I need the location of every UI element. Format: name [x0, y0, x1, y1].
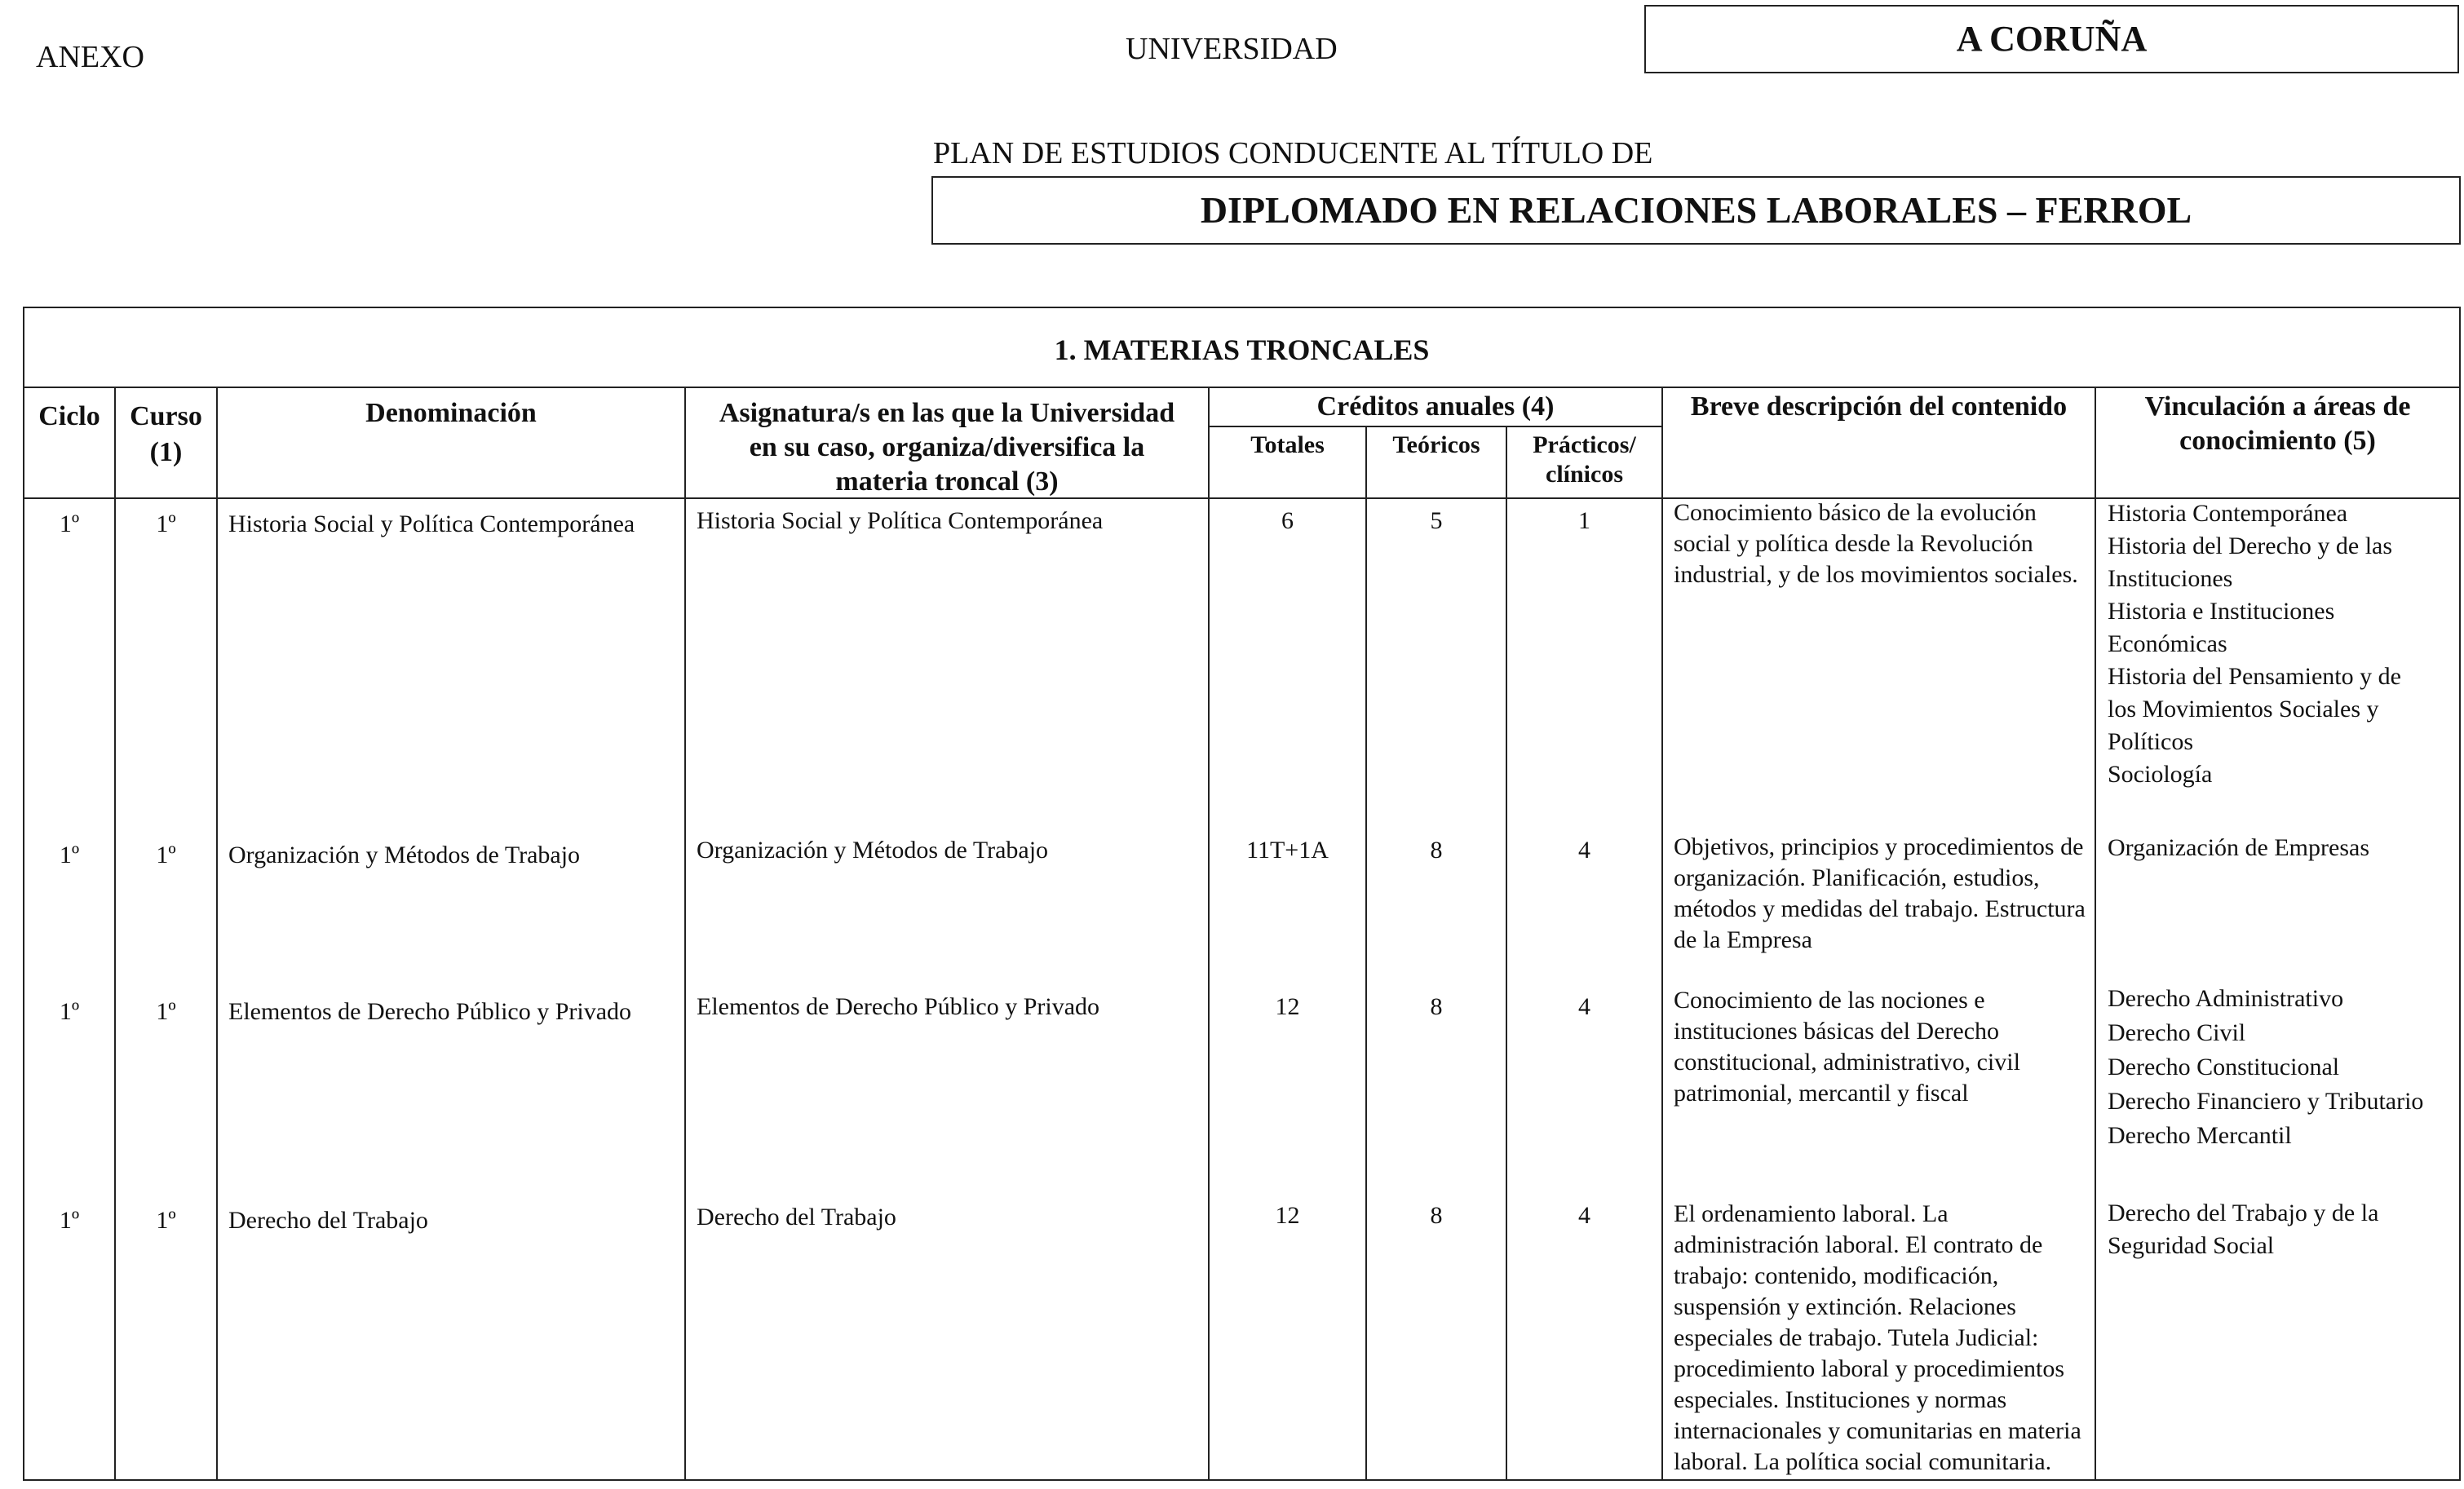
col-divider-4: [1208, 387, 1210, 1479]
header-creditos: Créditos anuales (4): [1316, 391, 1555, 422]
header-totales: Totales: [1250, 431, 1325, 458]
row-ciclo: 1º: [59, 842, 80, 868]
plan-label: PLAN DE ESTUDIOS CONDUCENTE AL TÍTULO DE: [933, 136, 1653, 170]
description-line: Objetivos, principios y procedimientos de: [1674, 833, 2084, 860]
description-line: de la Empresa: [1674, 926, 1812, 953]
row-ciclo: 1º: [59, 1207, 80, 1234]
row-descripcion: [1674, 985, 2020, 1109]
area-line: Sociología: [2108, 761, 2213, 788]
row-asignatura: Derecho del Trabajo: [697, 1204, 896, 1231]
header-breve-descripcion: Breve descripción del contenido: [1690, 391, 2068, 422]
description-line: Conocimiento de las nociones e: [1674, 987, 1985, 1014]
row-practicos: 4: [1578, 993, 1590, 1020]
description-line: social y política desde la Revolución: [1674, 530, 2033, 557]
area-line: Historia e Instituciones: [2108, 598, 2335, 625]
area-line: Derecho Mercantil: [2108, 1122, 2292, 1149]
header-asignatura-line3: materia troncal (3): [835, 466, 1059, 497]
description-line: Conocimiento básico de la evolución: [1674, 499, 2037, 526]
description-line: trabajo: contenido, modificación,: [1674, 1262, 1999, 1289]
area-line: Derecho Civil: [2108, 1019, 2246, 1046]
row-denominacion: Derecho del Trabajo: [228, 1207, 428, 1234]
universidad-name-box: [1644, 5, 2459, 73]
header-practicos-line2: clínicos: [1546, 461, 1623, 488]
row-teoricos: 8: [1430, 993, 1443, 1020]
row-totales: 11T+1A: [1246, 837, 1329, 864]
area-line: Derecho Constitucional: [2108, 1054, 2340, 1080]
area-line: Historia del Pensamiento y de: [2108, 663, 2401, 690]
description-line: laboral. La política social comunitaria.: [1674, 1448, 2052, 1475]
col-divider-8: [2095, 387, 2096, 1479]
area-line: Instituciones: [2108, 565, 2233, 592]
row-practicos: 4: [1578, 1202, 1590, 1229]
area-line: Derecho Financiero y Tributario: [2108, 1088, 2424, 1115]
header-denominacion: Denominación: [365, 398, 537, 428]
row-denominacion: Organización y Métodos de Trabajo: [228, 842, 581, 868]
description-line: métodos y medidas del trabajo. Estructura: [1674, 895, 2086, 922]
header-ciclo: Ciclo: [38, 401, 100, 431]
row-denominacion: Historia Social y Política Contemporánea: [228, 510, 635, 537]
description-line: instituciones básicas del Derecho: [1674, 1018, 2000, 1045]
description-line: administración laboral. El contrato de: [1674, 1231, 2043, 1258]
description-line: El ordenamiento laboral. La: [1674, 1200, 1949, 1227]
row-descripcion: [1674, 832, 2086, 956]
row-asignatura: Elementos de Derecho Público y Privado: [697, 993, 1100, 1020]
materias-troncales-table: [23, 307, 2461, 1481]
row-practicos: 4: [1578, 837, 1590, 864]
description-line: organización. Planificación, estudios,: [1674, 864, 2040, 891]
description-line: constitucional, administrativo, civil: [1674, 1049, 2020, 1076]
description-line: especiales de trabajo. Tutela Judicial:: [1674, 1324, 2039, 1351]
row-teoricos: 5: [1430, 507, 1443, 534]
header-vinculacion-line1: Vinculación a áreas de: [2144, 391, 2411, 422]
row-ciclo: 1º: [59, 998, 80, 1025]
degree-title-box: [931, 176, 2461, 245]
header-asignatura-line2: en su caso, organiza/diversifica la: [749, 432, 1145, 462]
description-line: procedimiento laboral y procedimientos: [1674, 1355, 2065, 1382]
row-ciclo: 1º: [59, 510, 80, 537]
universidad-name: A CORUÑA: [1956, 19, 2148, 59]
col-divider-1: [114, 387, 116, 1479]
anexo-label: ANEXO: [36, 40, 144, 74]
degree-title: DIPLOMADO EN RELACIONES LABORALES – FERROL: [1200, 189, 2192, 231]
header-teoricos: Teóricos: [1392, 431, 1480, 458]
row-curso: 1º: [156, 842, 176, 868]
row-areas: [2108, 832, 2369, 864]
row-curso: 1º: [156, 510, 176, 537]
col-divider-3: [684, 387, 686, 1479]
area-line: Derecho Administrativo: [2108, 985, 2344, 1012]
row-teoricos: 8: [1430, 837, 1443, 864]
section-title: 1. MATERIAS TRONCALES: [1054, 334, 1430, 366]
row-areas: [2108, 1197, 2378, 1262]
row-asignatura: Organización y Métodos de Trabajo: [697, 837, 1049, 864]
header-practicos-line1: Prácticos/: [1533, 431, 1636, 458]
description-line: internacionales y comunitarias en materia: [1674, 1417, 2081, 1444]
area-line: Historia del Derecho y de las: [2108, 532, 2393, 559]
col-divider-7: [1661, 387, 1663, 1479]
area-line: los Movimientos Sociales y: [2108, 696, 2379, 722]
description-line: patrimonial, mercantil y fiscal: [1674, 1080, 1969, 1107]
area-line: Seguridad Social: [2108, 1232, 2275, 1259]
row-descripcion: [1674, 497, 2078, 590]
header-curso: Curso: [130, 401, 202, 431]
row-areas: [2108, 982, 2423, 1153]
area-line: Derecho del Trabajo y de la: [2108, 1200, 2379, 1226]
row-areas: [2108, 497, 2401, 791]
area-line: Historia Contemporánea: [2108, 500, 2348, 527]
row-curso: 1º: [156, 998, 176, 1025]
row-denominacion: Elementos de Derecho Público y Privado: [228, 998, 632, 1025]
description-line: especiales. Instituciones y normas: [1674, 1386, 2007, 1413]
creditos-divider: [1208, 426, 1661, 427]
row-asignatura: Historia Social y Política Contemporánea: [697, 507, 1104, 534]
col-divider-5: [1365, 426, 1367, 1479]
row-totales: 12: [1275, 993, 1300, 1020]
row-curso: 1º: [156, 1207, 176, 1234]
row-teoricos: 8: [1430, 1202, 1443, 1229]
universidad-label: UNIVERSIDAD: [1126, 32, 1338, 66]
header-asignatura-line1: Asignatura/s en las que la Universidad: [719, 398, 1175, 428]
col-divider-2: [216, 387, 218, 1479]
row-totales: 6: [1281, 507, 1294, 534]
area-line: Políticos: [2108, 728, 2194, 755]
description-line: industrial, y de los movimientos sociales.: [1674, 561, 2078, 588]
row-totales: 12: [1275, 1202, 1300, 1229]
header-curso-note: (1): [149, 437, 183, 467]
area-line: Organización de Empresas: [2108, 834, 2369, 861]
description-line: suspensión y extinción. Relaciones: [1674, 1293, 2016, 1320]
col-divider-6: [1506, 426, 1507, 1479]
row-descripcion: [1674, 1199, 2081, 1478]
row-practicos: 1: [1578, 507, 1590, 534]
area-line: Económicas: [2108, 630, 2227, 657]
header-vinculacion-line2: conocimiento (5): [2179, 426, 2376, 456]
